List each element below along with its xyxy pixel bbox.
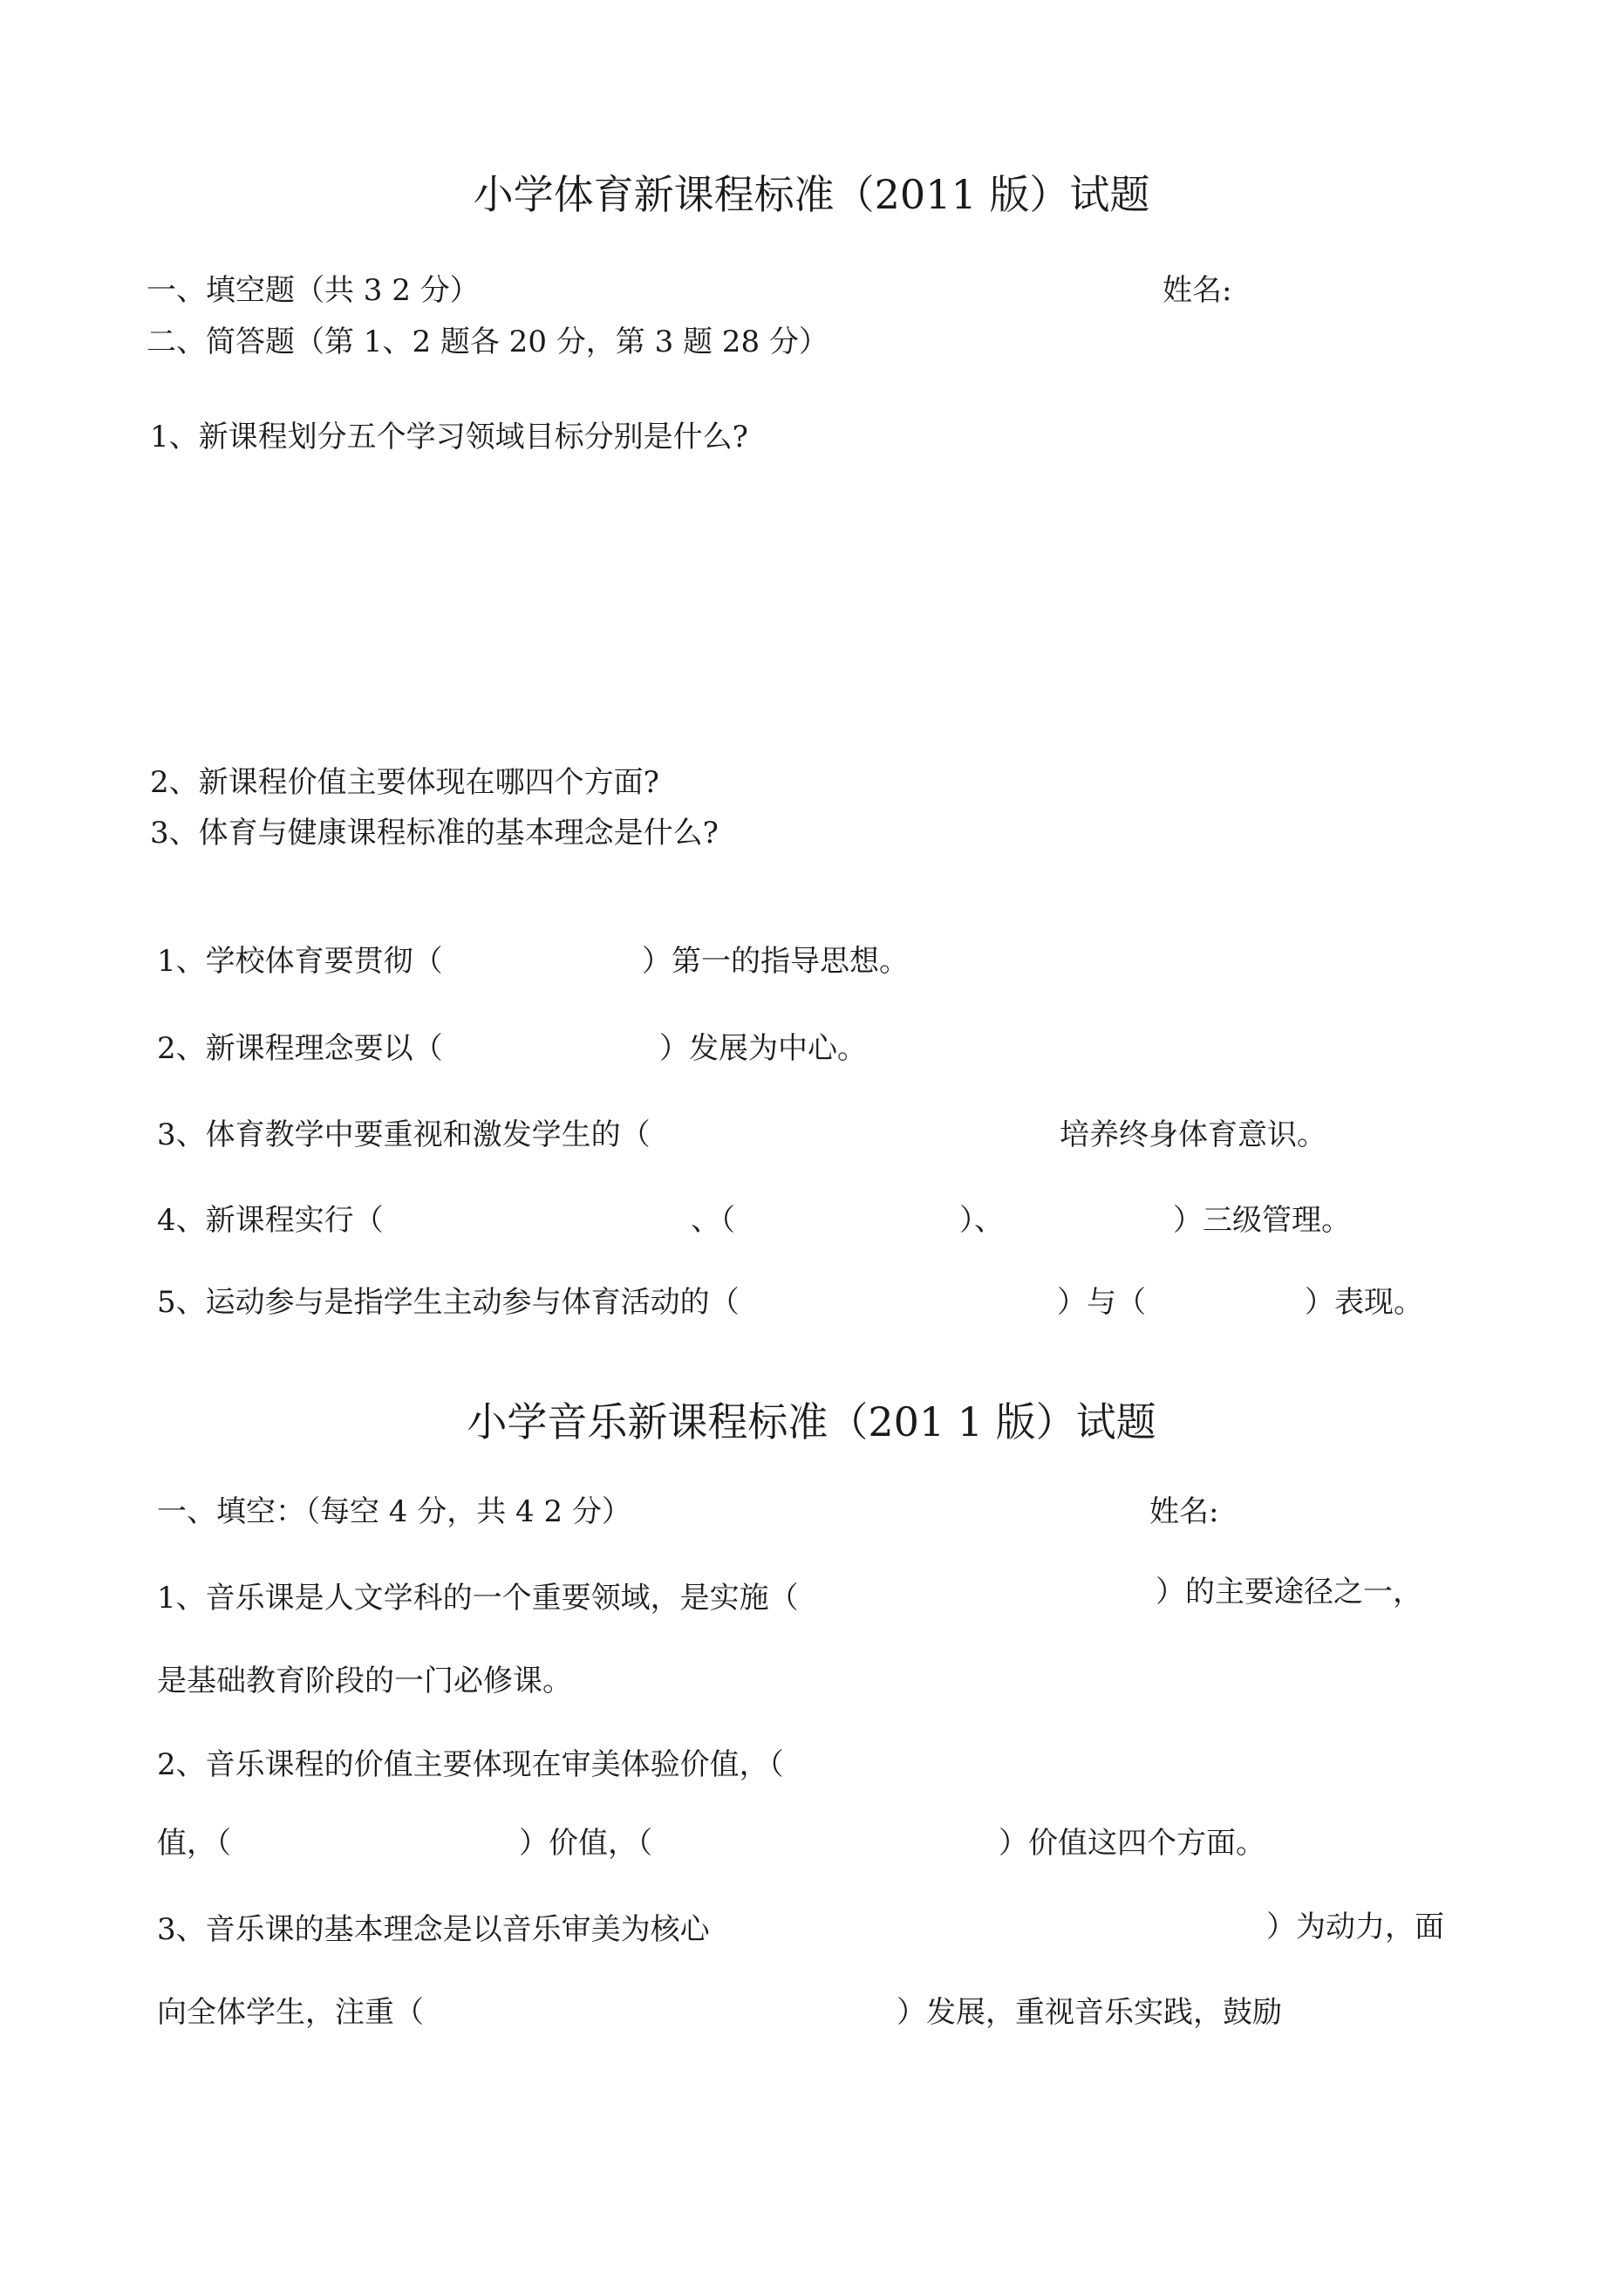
sport-section-fill-heading: 一、填空题（共 3 2 分） — [147, 273, 480, 308]
music-question-1-part-c: 是基础教育阶段的一门必修课。 — [157, 1664, 572, 1698]
sport-fill-question-5-part-b: ）与（ — [1057, 1285, 1146, 1320]
sport-fill-question-1-part-b: ）第一的指导思想。 — [642, 944, 909, 979]
sport-fill-question-4-part-d: ）三级管理。 — [1173, 1203, 1351, 1238]
music-section-fill-heading: 一、填空：（每空 4 分，共 4 2 分） — [157, 1494, 631, 1529]
music-name-label: 姓名: — [1149, 1494, 1219, 1529]
sport-short-question-2: 2、新课程价值主要体现在哪四个方面? — [150, 765, 659, 800]
sport-fill-question-4-part-c: ）、 — [959, 1203, 1004, 1238]
music-question-3-part-c: 向全体学生，注重（ — [157, 1995, 424, 2030]
music-question-2-part-a: 2、音乐课程的价值主要体现在审美体验价值，（ — [157, 1747, 784, 1782]
sport-fill-question-4-part-b: 、（ — [691, 1203, 735, 1238]
sport-section-short-heading: 二、简答题（第 1、2 题各 20 分，第 3 题 28 分） — [147, 325, 829, 359]
music-title: 小学音乐新课程标准（201 1 版）试题 — [467, 1398, 1156, 1445]
sport-fill-question-1-part-a: 1、学校体育要贯彻（ — [157, 944, 443, 979]
sport-fill-question-2-part-b: ）发展为中心。 — [659, 1031, 867, 1066]
sport-name-label: 姓名: — [1163, 273, 1232, 308]
sport-fill-question-3-part-b: 培养终身体育意识。 — [1060, 1117, 1326, 1152]
music-question-1-part-b: ）的主要途径之一， — [1156, 1575, 1422, 1609]
sport-short-question-1: 1、新课程划分五个学习领域目标分别是什么? — [150, 420, 748, 454]
sport-fill-question-4-part-a: 4、新课程实行（ — [157, 1203, 384, 1238]
sport-short-question-3: 3、体育与健康课程标准的基本理念是什么? — [150, 816, 719, 851]
music-question-2-part-c: ）价值，（ — [519, 1826, 652, 1861]
music-question-2-part-d: ）价值这四个方面。 — [999, 1826, 1265, 1861]
music-question-3-part-a: 3、音乐课的基本理念是以音乐审美为核心 — [157, 1912, 710, 1947]
sport-fill-question-5-part-c: ）表现。 — [1305, 1285, 1423, 1320]
music-question-3-part-d: ）发展，重视音乐实践，鼓励 — [897, 1995, 1282, 2030]
sport-fill-question-5-part-a: 5、运动参与是指学生主动参与体育活动的（ — [157, 1285, 740, 1320]
music-question-3-part-b: ）为动力，面 — [1266, 1910, 1444, 1944]
sport-fill-question-3-part-a: 3、体育教学中要重视和激发学生的（ — [157, 1117, 651, 1152]
sport-title: 小学体育新课程标准（2011 版）试题 — [473, 171, 1150, 218]
music-question-2-part-b: 值，（ — [157, 1826, 231, 1861]
music-question-1-part-a: 1、音乐课是人文学科的一个重要领域，是实施（ — [157, 1581, 799, 1616]
sport-fill-question-2-part-a: 2、新课程理念要以（ — [157, 1031, 443, 1066]
